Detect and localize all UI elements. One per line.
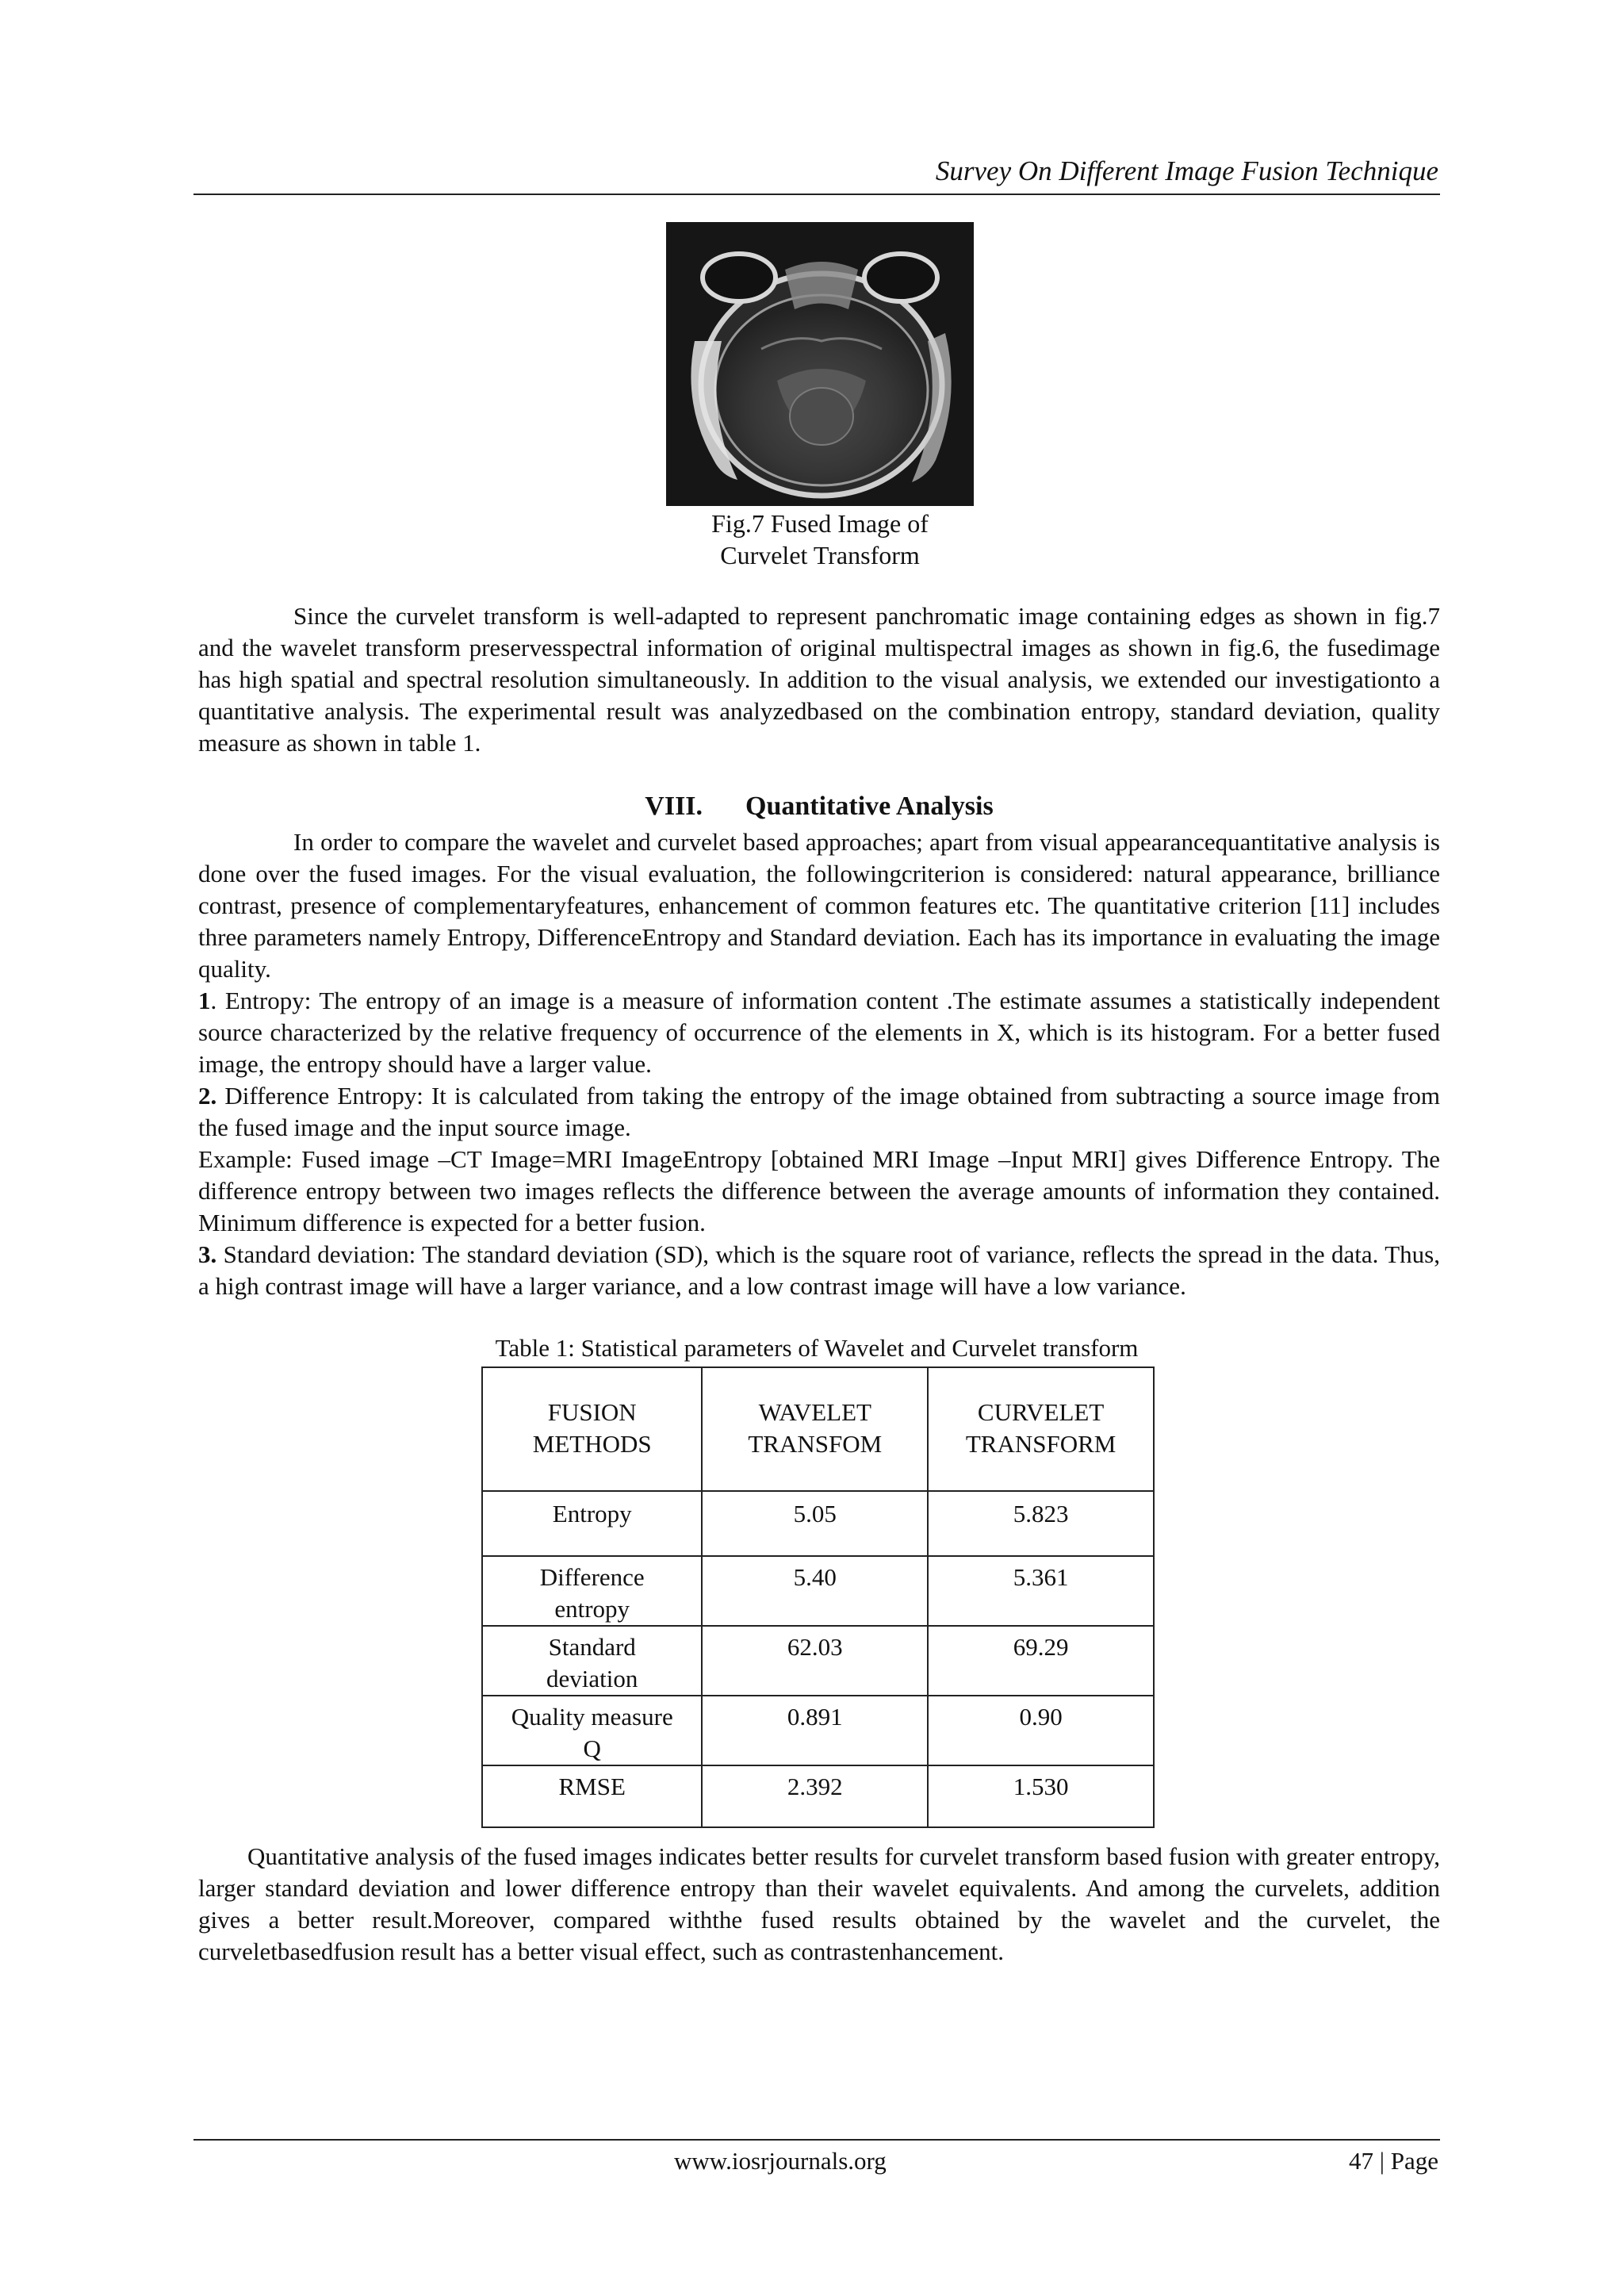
table-cell-wavelet: 5.40 bbox=[702, 1556, 928, 1626]
table-row bbox=[482, 1696, 1154, 1765]
header-rule bbox=[193, 194, 1440, 195]
table-row bbox=[482, 1765, 1154, 1827]
list-item-difference-entropy bbox=[198, 1080, 1440, 1144]
table-caption: Table 1: Statistical parameters of Wavelet and Curvelet transform bbox=[495, 1334, 1139, 1362]
table-cell-wavelet: 62.03 bbox=[702, 1626, 928, 1696]
table-row bbox=[482, 1491, 1154, 1556]
table-cell-curvelet: 5.361 bbox=[928, 1556, 1154, 1626]
table-row-label: Quality measure Q bbox=[482, 1696, 702, 1765]
figure-caption-line: Curvelet Transform bbox=[720, 541, 920, 569]
list-number: 1 bbox=[198, 987, 211, 1014]
table-cell-curvelet: 1.530 bbox=[928, 1765, 1154, 1827]
table-cell-wavelet: 0.891 bbox=[702, 1696, 928, 1765]
table-row bbox=[482, 1556, 1154, 1626]
table-header-cell: CURVELET TRANSFORM bbox=[928, 1367, 1154, 1491]
section-heading bbox=[198, 792, 1440, 822]
running-header: Survey On Different Image Fusion Technique bbox=[935, 155, 1438, 186]
list-text: . Entropy: The entropy of an image is a measure of information content .The estimate assumes a statistically independent source characterized by the relative frequency of occurrence of the elements in X, which is its histogram. For a better fused image, the entropy should have a larger value. bbox=[198, 987, 1440, 1078]
table-row-label: RMSE bbox=[482, 1765, 702, 1827]
table-cell-curvelet: 0.90 bbox=[928, 1696, 1154, 1765]
paragraph-fusion-discussion bbox=[198, 600, 1440, 759]
paragraph-text: Since the curvelet transform is well-adapted to represent panchromatic image containing edges as shown in fig.7 and the wavelet transform preservesspectral information of original multispectral images as shown in fig.6, the fusedimage has high spatial and spectral resolution simultaneously. In addition to the visual analysis, we extended our investigationto a quantitative analysis. The experimental result was analyzedbased on the combination entropy, standard deviation, quality measure as shown in table 1. bbox=[198, 602, 1440, 757]
list-text: Standard deviation: The standard deviation (SD), which is the square root of variance, reflects the spread in the data. Thus, a high contrast image will have a larger variance, and a low contrast image will have a low variance. bbox=[198, 1240, 1440, 1300]
table-row-label: Standard deviation bbox=[482, 1626, 702, 1696]
table-header-row bbox=[482, 1367, 1154, 1491]
figure-caption-line: Fig.7 Fused Image of bbox=[711, 509, 929, 538]
intro-paragraph bbox=[198, 826, 1440, 985]
footer-page-number: 47 | Page bbox=[1349, 2147, 1438, 2175]
table-row-label: Difference entropy bbox=[482, 1556, 702, 1626]
list-number: 2. bbox=[198, 1082, 217, 1110]
section-number: VIII. bbox=[645, 792, 703, 821]
paragraph-text: Quantitative analysis of the fused images indicates better results for curvelet transform based fusion with greater entropy, larger standard deviation and lower difference entropy than their wavelet equivalents. And among the curvelets, addition gives a better result.Moreover, compared withthe fused results obtained by the wavelet and the curvelet, the curveletbasedfusion result has a better visual effect, such as contrastenhancement. bbox=[198, 1842, 1440, 1965]
statistics-table bbox=[481, 1366, 1155, 1828]
table-row-label: Entropy bbox=[482, 1491, 702, 1556]
table-cell-curvelet: 69.29 bbox=[928, 1626, 1154, 1696]
table-row bbox=[482, 1626, 1154, 1696]
list-item-standard-deviation bbox=[198, 1239, 1440, 1302]
fused-mri-image bbox=[666, 222, 974, 506]
example-paragraph: Example: Fused image –CT Image=MRI ImageEntropy [obtained MRI Image –Input MRI] gives Difference Entropy. The difference entropy between two images reflects the difference between the average amounts of information they contained. Minimum difference is expected for a better fusion. bbox=[198, 1145, 1440, 1236]
table-header-cell: FUSION METHODS bbox=[482, 1367, 702, 1491]
paragraph-text: In order to compare the wavelet and curvelet based approaches; apart from visual appearancequantitative analysis is done over the fused images. For the visual evaluation, the followingcriterion is considered: natural appearance, brilliance contrast, presence of complementaryfeatures, enhancement of common features etc. The quantitative criterion [11] includes three parameters namely Entropy, DifferenceEntropy and Standard deviation. Each has its importance in evaluating the image quality. bbox=[198, 828, 1440, 983]
table-header-cell: WAVELET TRANSFOM bbox=[702, 1367, 928, 1491]
footer-rule bbox=[193, 2139, 1440, 2141]
list-item-entropy bbox=[198, 985, 1440, 1080]
paragraph-conclusion bbox=[198, 1841, 1440, 1968]
quantitative-analysis-body bbox=[198, 826, 1440, 1302]
footer-url: www.iosrjournals.org bbox=[674, 2147, 887, 2175]
section-title: Quantitative Analysis bbox=[745, 792, 994, 821]
figure-caption bbox=[508, 508, 1132, 571]
list-number: 3. bbox=[198, 1240, 217, 1268]
table-cell-curvelet: 5.823 bbox=[928, 1491, 1154, 1556]
table-cell-wavelet: 2.392 bbox=[702, 1765, 928, 1827]
table-cell-wavelet: 5.05 bbox=[702, 1491, 928, 1556]
list-text: Difference Entropy: It is calculated from taking the entropy of the image obtained from subtracting a source image from the fused image and the input source image. bbox=[198, 1082, 1440, 1141]
